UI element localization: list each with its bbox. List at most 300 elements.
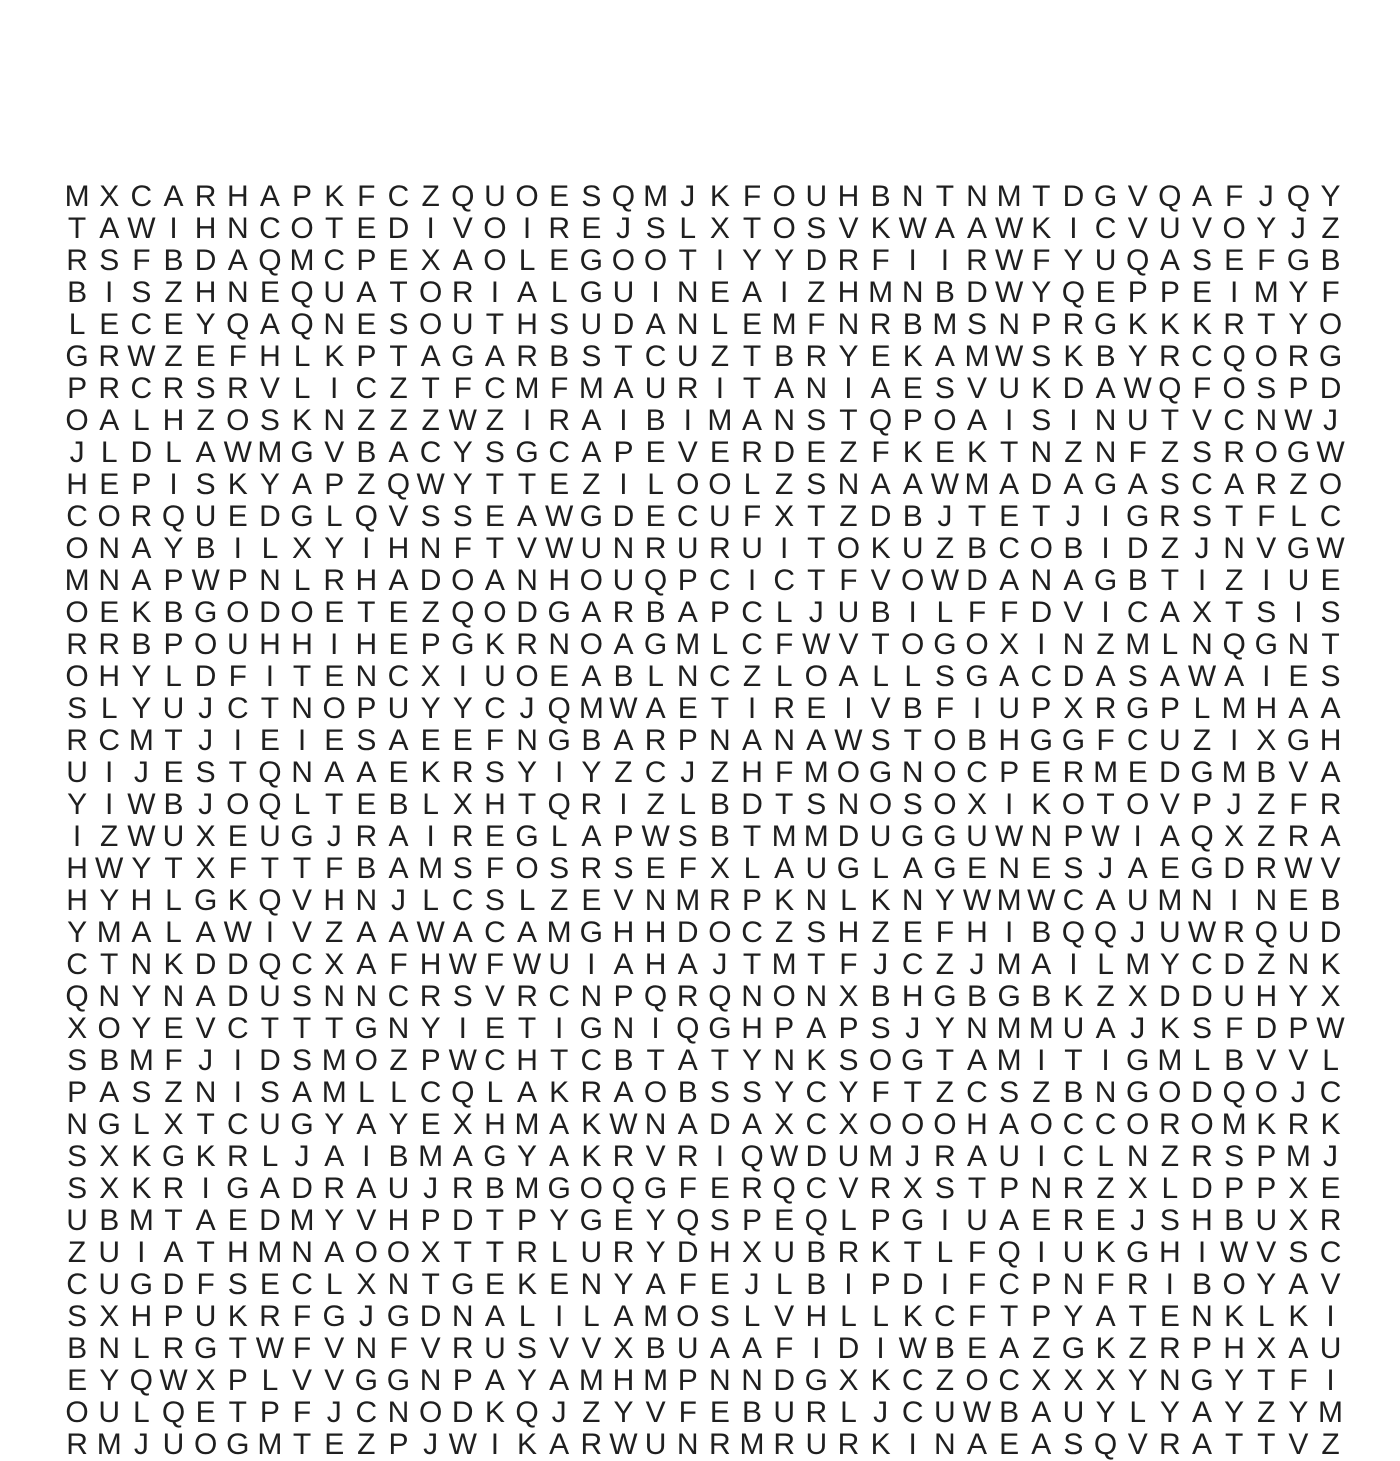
letter-cell[interactable]: N bbox=[98, 564, 121, 597]
letter-cell[interactable]: I bbox=[297, 724, 307, 757]
letter-cell[interactable]: A bbox=[1159, 596, 1180, 629]
letter-cell[interactable]: O bbox=[97, 1012, 121, 1045]
letter-cell[interactable]: O bbox=[1318, 468, 1343, 501]
letter-cell[interactable]: L bbox=[679, 212, 697, 245]
letter-cell[interactable]: L bbox=[550, 820, 568, 853]
letter-cell[interactable]: O bbox=[676, 468, 700, 501]
letter-cell[interactable]: U bbox=[837, 1140, 860, 1173]
letter-cell[interactable]: W bbox=[1091, 820, 1120, 853]
letter-cell[interactable]: I bbox=[362, 532, 371, 565]
letter-cell[interactable]: S bbox=[934, 660, 955, 693]
letter-cell[interactable]: N bbox=[1255, 884, 1278, 917]
letter-cell[interactable]: O bbox=[65, 1396, 89, 1429]
letter-cell[interactable]: N bbox=[805, 980, 828, 1013]
letter-cell[interactable]: J bbox=[615, 212, 631, 245]
letter-cell[interactable]: B bbox=[709, 820, 730, 853]
letter-cell[interactable]: M bbox=[1221, 1108, 1247, 1141]
letter-cell[interactable]: L bbox=[872, 660, 889, 693]
letter-cell[interactable]: Z bbox=[389, 1044, 408, 1077]
letter-cell[interactable]: F bbox=[871, 436, 890, 469]
letter-cell[interactable]: A bbox=[227, 244, 248, 277]
letter-cell[interactable]: B bbox=[356, 852, 377, 885]
letter-cell[interactable]: C bbox=[1191, 468, 1213, 501]
letter-cell[interactable]: Z bbox=[710, 756, 730, 789]
letter-cell[interactable]: E bbox=[1095, 1204, 1116, 1237]
letter-cell[interactable]: N bbox=[355, 660, 378, 693]
letter-cell[interactable]: F bbox=[742, 180, 762, 213]
letter-cell[interactable]: C bbox=[966, 1076, 988, 1109]
letter-cell[interactable]: H bbox=[226, 1236, 249, 1269]
letter-cell[interactable]: K bbox=[324, 340, 345, 373]
letter-cell[interactable]: T bbox=[485, 532, 505, 565]
letter-cell[interactable]: G bbox=[1061, 1332, 1086, 1365]
letter-cell[interactable]: L bbox=[165, 436, 182, 469]
letter-cell[interactable]: N bbox=[1062, 1268, 1085, 1301]
letter-cell[interactable]: M bbox=[514, 1108, 540, 1141]
letter-cell[interactable]: H bbox=[130, 1300, 153, 1333]
letter-cell[interactable]: U bbox=[837, 596, 860, 629]
letter-cell[interactable]: F bbox=[935, 916, 955, 949]
letter-cell[interactable]: T bbox=[292, 852, 312, 885]
letter-cell[interactable]: Z bbox=[775, 916, 794, 949]
letter-cell[interactable]: T bbox=[1160, 404, 1180, 437]
letter-cell[interactable]: S bbox=[67, 1044, 88, 1077]
letter-cell[interactable]: K bbox=[870, 1428, 891, 1461]
letter-cell[interactable]: N bbox=[901, 884, 924, 917]
letter-cell[interactable]: R bbox=[1287, 1108, 1310, 1141]
letter-cell[interactable]: X bbox=[1031, 1364, 1052, 1397]
letter-cell[interactable]: Z bbox=[1160, 1140, 1180, 1173]
letter-cell[interactable]: M bbox=[578, 692, 604, 725]
letter-cell[interactable]: P bbox=[902, 404, 923, 437]
letter-cell[interactable]: P bbox=[1127, 276, 1148, 309]
letter-cell[interactable]: O bbox=[483, 244, 507, 277]
letter-cell[interactable]: K bbox=[163, 948, 184, 981]
letter-cell[interactable]: V bbox=[324, 1364, 345, 1397]
letter-cell[interactable]: M bbox=[128, 724, 154, 757]
letter-cell[interactable]: B bbox=[67, 1332, 88, 1365]
letter-cell[interactable]: C bbox=[419, 436, 442, 469]
letter-cell[interactable]: R bbox=[676, 372, 699, 405]
letter-cell[interactable]: C bbox=[709, 660, 731, 693]
letter-cell[interactable]: N bbox=[451, 1300, 474, 1333]
letter-cell[interactable]: O bbox=[290, 596, 314, 629]
letter-cell[interactable]: I bbox=[1197, 1236, 1207, 1269]
letter-cell[interactable]: N bbox=[1223, 532, 1245, 565]
letter-cell[interactable]: G bbox=[1093, 564, 1118, 597]
letter-cell[interactable]: A bbox=[1127, 468, 1148, 501]
letter-cell[interactable]: O bbox=[1222, 372, 1246, 405]
letter-cell[interactable]: X bbox=[67, 1012, 88, 1045]
letter-cell[interactable]: B bbox=[645, 404, 666, 437]
letter-cell[interactable]: M bbox=[1221, 692, 1247, 725]
letter-cell[interactable]: Q bbox=[161, 1396, 186, 1429]
letter-cell[interactable]: A bbox=[1288, 692, 1309, 725]
letter-cell[interactable]: C bbox=[644, 340, 667, 373]
letter-cell[interactable]: B bbox=[1320, 244, 1341, 277]
letter-cell[interactable]: Y bbox=[934, 884, 955, 917]
letter-cell[interactable]: Y bbox=[517, 756, 538, 789]
letter-cell[interactable]: H bbox=[998, 724, 1020, 757]
letter-cell[interactable]: S bbox=[1063, 852, 1084, 885]
letter-cell[interactable]: Q bbox=[1286, 180, 1311, 213]
letter-cell[interactable]: T bbox=[164, 1204, 183, 1237]
letter-cell[interactable]: M bbox=[803, 820, 829, 853]
letter-cell[interactable]: E bbox=[195, 340, 216, 373]
letter-cell[interactable]: L bbox=[711, 628, 729, 661]
letter-cell[interactable]: S bbox=[517, 1332, 538, 1365]
letter-cell[interactable]: K bbox=[709, 180, 730, 213]
letter-cell[interactable]: Z bbox=[1096, 1172, 1115, 1205]
letter-cell[interactable]: U bbox=[162, 1428, 185, 1461]
letter-cell[interactable]: K bbox=[420, 756, 441, 789]
letter-cell[interactable]: C bbox=[773, 564, 795, 597]
letter-cell[interactable]: U bbox=[644, 372, 667, 405]
letter-cell[interactable]: I bbox=[105, 788, 114, 821]
letter-cell[interactable]: Y bbox=[131, 660, 152, 693]
letter-cell[interactable]: J bbox=[712, 948, 728, 981]
letter-cell[interactable]: I bbox=[233, 724, 242, 757]
letter-cell[interactable]: A bbox=[1063, 468, 1084, 501]
letter-cell[interactable]: O bbox=[708, 468, 732, 501]
letter-cell[interactable]: V bbox=[1320, 1268, 1341, 1301]
letter-cell[interactable]: B bbox=[806, 1236, 827, 1269]
letter-cell[interactable]: V bbox=[645, 1396, 666, 1429]
letter-cell[interactable]: T bbox=[1224, 1428, 1244, 1461]
letter-cell[interactable]: E bbox=[709, 1396, 730, 1429]
letter-cell[interactable]: Z bbox=[1257, 948, 1276, 981]
letter-cell[interactable]: E bbox=[420, 724, 441, 757]
letter-cell[interactable]: O bbox=[354, 1044, 378, 1077]
letter-cell[interactable]: R bbox=[837, 244, 860, 277]
letter-cell[interactable]: C bbox=[901, 1364, 924, 1397]
letter-cell[interactable]: R bbox=[259, 1300, 281, 1333]
letter-cell[interactable]: P bbox=[1031, 1300, 1052, 1333]
letter-cell[interactable]: H bbox=[837, 180, 860, 213]
letter-cell[interactable]: V bbox=[356, 1204, 377, 1237]
letter-cell[interactable]: P bbox=[356, 692, 377, 725]
letter-cell[interactable]: G bbox=[354, 1364, 378, 1397]
letter-cell[interactable]: U bbox=[966, 1204, 988, 1237]
letter-cell[interactable]: N bbox=[741, 1364, 763, 1397]
letter-cell[interactable]: N bbox=[837, 468, 860, 501]
letter-cell[interactable]: S bbox=[645, 212, 666, 245]
letter-cell[interactable]: P bbox=[1224, 1172, 1245, 1205]
letter-cell[interactable]: E bbox=[581, 212, 602, 245]
letter-cell[interactable]: Z bbox=[1128, 1332, 1147, 1365]
letter-cell[interactable]: K bbox=[131, 596, 152, 629]
letter-cell[interactable]: E bbox=[999, 1428, 1020, 1461]
letter-cell[interactable]: I bbox=[1101, 596, 1110, 629]
letter-cell[interactable]: N bbox=[516, 724, 538, 757]
letter-cell[interactable]: J bbox=[1258, 180, 1274, 213]
letter-cell[interactable]: Q bbox=[290, 308, 314, 341]
letter-cell[interactable]: L bbox=[1161, 628, 1179, 661]
letter-cell[interactable]: V bbox=[1256, 1236, 1277, 1269]
letter-cell[interactable]: S bbox=[195, 756, 216, 789]
letter-cell[interactable]: U bbox=[259, 820, 281, 853]
letter-cell[interactable]: M bbox=[418, 1140, 444, 1173]
letter-cell[interactable]: Z bbox=[1160, 532, 1180, 565]
letter-cell[interactable]: G bbox=[386, 1364, 411, 1397]
letter-cell[interactable]: A bbox=[1288, 1268, 1309, 1301]
letter-cell[interactable]: F bbox=[485, 852, 505, 885]
letter-cell[interactable]: J bbox=[969, 948, 985, 981]
letter-cell[interactable]: W bbox=[1187, 916, 1217, 949]
letter-cell[interactable]: Y bbox=[1127, 1364, 1148, 1397]
letter-cell[interactable]: Z bbox=[389, 404, 408, 437]
letter-cell[interactable]: Z bbox=[421, 404, 440, 437]
letter-cell[interactable]: U bbox=[580, 308, 603, 341]
letter-cell[interactable]: X bbox=[1191, 596, 1212, 629]
letter-cell[interactable]: O bbox=[772, 980, 796, 1013]
letter-cell[interactable]: R bbox=[98, 372, 121, 405]
letter-cell[interactable]: A bbox=[1095, 1300, 1116, 1333]
letter-cell[interactable]: Q bbox=[515, 1396, 539, 1429]
letter-cell[interactable]: I bbox=[619, 468, 628, 501]
letter-cell[interactable]: M bbox=[868, 276, 894, 309]
letter-cell[interactable]: E bbox=[742, 308, 763, 341]
letter-cell[interactable]: U bbox=[1159, 212, 1181, 245]
letter-cell[interactable]: A bbox=[1095, 884, 1116, 917]
letter-cell[interactable]: E bbox=[388, 756, 409, 789]
letter-cell[interactable]: T bbox=[485, 308, 505, 341]
letter-cell[interactable]: C bbox=[709, 564, 731, 597]
letter-cell[interactable]: X bbox=[99, 180, 120, 213]
letter-cell[interactable]: F bbox=[325, 852, 344, 885]
letter-cell[interactable]: E bbox=[163, 756, 184, 789]
letter-cell[interactable]: X bbox=[356, 1268, 377, 1301]
letter-cell[interactable]: O bbox=[965, 628, 989, 661]
letter-cell[interactable]: K bbox=[1320, 1108, 1341, 1141]
letter-cell[interactable]: P bbox=[613, 436, 634, 469]
letter-cell[interactable]: R bbox=[934, 1140, 956, 1173]
letter-cell[interactable]: Y bbox=[99, 884, 120, 917]
letter-cell[interactable]: G bbox=[1126, 1236, 1150, 1269]
letter-cell[interactable]: H bbox=[1159, 1236, 1181, 1269]
letter-cell[interactable]: S bbox=[1063, 1428, 1084, 1461]
letter-cell[interactable]: B bbox=[1320, 884, 1341, 917]
letter-cell[interactable]: W bbox=[127, 340, 156, 373]
letter-cell[interactable]: U bbox=[869, 820, 892, 853]
letter-cell[interactable]: I bbox=[908, 596, 917, 629]
letter-cell[interactable]: U bbox=[934, 1396, 956, 1429]
letter-cell[interactable]: H bbox=[741, 1012, 763, 1045]
letter-cell[interactable]: Z bbox=[67, 1236, 87, 1269]
letter-cell[interactable]: V bbox=[324, 1332, 345, 1365]
letter-cell[interactable]: R bbox=[548, 212, 571, 245]
letter-cell[interactable]: E bbox=[388, 244, 409, 277]
letter-cell[interactable]: A bbox=[99, 404, 120, 437]
letter-cell[interactable]: J bbox=[358, 1300, 374, 1333]
letter-cell[interactable]: P bbox=[1288, 1012, 1309, 1045]
letter-cell[interactable]: U bbox=[162, 692, 185, 725]
letter-cell[interactable]: F bbox=[196, 1268, 215, 1301]
letter-cell[interactable]: G bbox=[1286, 724, 1311, 757]
letter-cell[interactable]: E bbox=[1095, 276, 1116, 309]
letter-cell[interactable]: C bbox=[676, 500, 699, 533]
letter-cell[interactable]: D bbox=[1126, 532, 1149, 565]
letter-cell[interactable]: D bbox=[1159, 980, 1181, 1013]
letter-cell[interactable]: L bbox=[904, 660, 922, 693]
letter-cell[interactable]: E bbox=[1288, 660, 1309, 693]
letter-cell[interactable]: I bbox=[1004, 404, 1014, 437]
letter-cell[interactable]: W bbox=[834, 724, 863, 757]
letter-cell[interactable]: A bbox=[388, 564, 409, 597]
letter-cell[interactable]: C bbox=[1223, 404, 1245, 437]
letter-cell[interactable]: A bbox=[356, 276, 377, 309]
letter-cell[interactable]: M bbox=[643, 180, 669, 213]
letter-cell[interactable]: Z bbox=[1160, 436, 1180, 469]
letter-cell[interactable]: N bbox=[323, 980, 346, 1013]
letter-cell[interactable]: G bbox=[515, 436, 539, 469]
letter-cell[interactable]: B bbox=[99, 1204, 120, 1237]
letter-cell[interactable]: M bbox=[289, 1204, 315, 1237]
letter-cell[interactable]: T bbox=[325, 1012, 344, 1045]
letter-cell[interactable]: H bbox=[259, 340, 281, 373]
letter-cell[interactable]: T bbox=[742, 212, 762, 245]
letter-cell[interactable]: N bbox=[355, 980, 378, 1013]
letter-cell[interactable]: A bbox=[452, 244, 473, 277]
letter-cell[interactable]: I bbox=[1197, 564, 1207, 597]
letter-cell[interactable]: E bbox=[259, 1268, 280, 1301]
letter-cell[interactable]: V bbox=[1320, 852, 1341, 885]
letter-cell[interactable]: U bbox=[1062, 1396, 1085, 1429]
letter-cell[interactable]: K bbox=[484, 628, 505, 661]
letter-cell[interactable]: Z bbox=[325, 916, 344, 949]
letter-cell[interactable]: Z bbox=[775, 468, 794, 501]
letter-cell[interactable]: R bbox=[98, 628, 121, 661]
letter-cell[interactable]: C bbox=[1094, 1108, 1117, 1141]
letter-cell[interactable]: A bbox=[1159, 660, 1180, 693]
letter-cell[interactable]: P bbox=[613, 980, 634, 1013]
letter-cell[interactable]: H bbox=[612, 1364, 635, 1397]
letter-cell[interactable]: S bbox=[549, 308, 570, 341]
letter-cell[interactable]: E bbox=[934, 436, 955, 469]
letter-cell[interactable]: Q bbox=[1093, 1428, 1118, 1461]
letter-cell[interactable]: K bbox=[774, 884, 795, 917]
letter-cell[interactable]: W bbox=[416, 916, 445, 949]
letter-cell[interactable]: U bbox=[773, 1396, 795, 1429]
letter-cell[interactable]: I bbox=[1165, 1268, 1175, 1301]
letter-cell[interactable]: A bbox=[645, 692, 666, 725]
letter-cell[interactable]: B bbox=[549, 340, 570, 373]
letter-cell[interactable]: G bbox=[643, 1172, 668, 1205]
letter-cell[interactable]: I bbox=[940, 1268, 950, 1301]
letter-cell[interactable]: O bbox=[193, 1428, 218, 1461]
letter-cell[interactable]: S bbox=[484, 756, 505, 789]
letter-cell[interactable]: Y bbox=[1159, 948, 1180, 981]
letter-cell[interactable]: U bbox=[66, 1204, 88, 1237]
letter-cell[interactable]: C bbox=[580, 1044, 603, 1077]
letter-cell[interactable]: J bbox=[294, 1140, 310, 1173]
letter-cell[interactable]: A bbox=[195, 1204, 216, 1237]
letter-cell[interactable]: K bbox=[1127, 308, 1148, 341]
letter-cell[interactable]: A bbox=[517, 276, 538, 309]
letter-cell[interactable]: C bbox=[98, 724, 121, 757]
letter-cell[interactable]: B bbox=[581, 724, 602, 757]
letter-cell[interactable]: O bbox=[933, 1108, 957, 1141]
letter-cell[interactable]: F bbox=[164, 1044, 183, 1077]
letter-cell[interactable]: H bbox=[837, 276, 860, 309]
letter-cell[interactable]: I bbox=[1294, 596, 1303, 629]
letter-cell[interactable]: Z bbox=[935, 1364, 955, 1397]
letter-cell[interactable]: E bbox=[259, 724, 280, 757]
letter-cell[interactable]: X bbox=[195, 852, 216, 885]
letter-cell[interactable]: R bbox=[709, 532, 731, 565]
letter-cell[interactable]: U bbox=[1287, 564, 1310, 597]
letter-cell[interactable]: D bbox=[966, 276, 988, 309]
letter-cell[interactable]: N bbox=[1030, 564, 1053, 597]
letter-cell[interactable]: D bbox=[1030, 468, 1053, 501]
letter-cell[interactable]: C bbox=[484, 692, 506, 725]
letter-cell[interactable]: R bbox=[130, 500, 153, 533]
letter-cell[interactable]: E bbox=[1159, 1300, 1180, 1333]
letter-cell[interactable]: H bbox=[130, 884, 153, 917]
letter-cell[interactable]: N bbox=[1255, 404, 1278, 437]
letter-cell[interactable]: L bbox=[293, 564, 311, 597]
letter-cell[interactable]: U bbox=[1126, 884, 1149, 917]
letter-cell[interactable]: G bbox=[451, 1268, 475, 1301]
letter-cell[interactable]: X bbox=[1063, 1364, 1084, 1397]
letter-cell[interactable]: K bbox=[1320, 948, 1341, 981]
letter-cell[interactable]: N bbox=[387, 1012, 410, 1045]
letter-cell[interactable]: A bbox=[870, 372, 891, 405]
letter-cell[interactable]: Y bbox=[131, 852, 152, 885]
letter-cell[interactable]: G bbox=[965, 660, 989, 693]
letter-cell[interactable]: E bbox=[709, 1268, 730, 1301]
letter-cell[interactable]: O bbox=[933, 788, 957, 821]
letter-cell[interactable]: U bbox=[451, 308, 474, 341]
letter-cell[interactable]: I bbox=[169, 468, 178, 501]
letter-cell[interactable]: L bbox=[261, 532, 279, 565]
letter-cell[interactable]: E bbox=[324, 596, 345, 629]
letter-cell[interactable]: U bbox=[1062, 1012, 1085, 1045]
letter-cell[interactable]: S bbox=[1320, 596, 1341, 629]
letter-cell[interactable]: J bbox=[551, 1396, 567, 1429]
letter-cell[interactable]: R bbox=[676, 980, 699, 1013]
letter-cell[interactable]: E bbox=[484, 1012, 505, 1045]
letter-cell[interactable]: N bbox=[259, 564, 281, 597]
letter-cell[interactable]: M bbox=[1285, 1140, 1311, 1173]
letter-cell[interactable]: B bbox=[967, 532, 988, 565]
letter-cell[interactable]: R bbox=[1287, 340, 1310, 373]
letter-cell[interactable]: L bbox=[775, 660, 793, 693]
letter-cell[interactable]: Q bbox=[740, 1140, 764, 1173]
letter-cell[interactable]: F bbox=[967, 1236, 987, 1269]
letter-cell[interactable]: Y bbox=[67, 788, 88, 821]
letter-cell[interactable]: F bbox=[1096, 1268, 1115, 1301]
letter-cell[interactable]: S bbox=[1031, 404, 1052, 437]
letter-cell[interactable]: A bbox=[742, 404, 763, 437]
letter-cell[interactable]: Y bbox=[324, 532, 345, 565]
letter-cell[interactable]: R bbox=[451, 756, 474, 789]
letter-cell[interactable]: W bbox=[994, 820, 1024, 853]
letter-cell[interactable]: Y bbox=[259, 468, 280, 501]
letter-cell[interactable]: R bbox=[741, 1172, 763, 1205]
letter-cell[interactable]: L bbox=[518, 1300, 536, 1333]
letter-cell[interactable]: D bbox=[676, 1236, 699, 1269]
letter-cell[interactable]: J bbox=[198, 724, 214, 757]
letter-cell[interactable]: H bbox=[1223, 1332, 1245, 1365]
letter-cell[interactable]: W bbox=[223, 436, 252, 469]
letter-cell[interactable]: H bbox=[194, 212, 217, 245]
letter-cell[interactable]: A bbox=[292, 1076, 313, 1109]
letter-cell[interactable]: X bbox=[324, 948, 345, 981]
letter-cell[interactable]: I bbox=[137, 1236, 146, 1269]
letter-cell[interactable]: M bbox=[128, 1204, 154, 1237]
letter-cell[interactable]: R bbox=[1159, 500, 1181, 533]
